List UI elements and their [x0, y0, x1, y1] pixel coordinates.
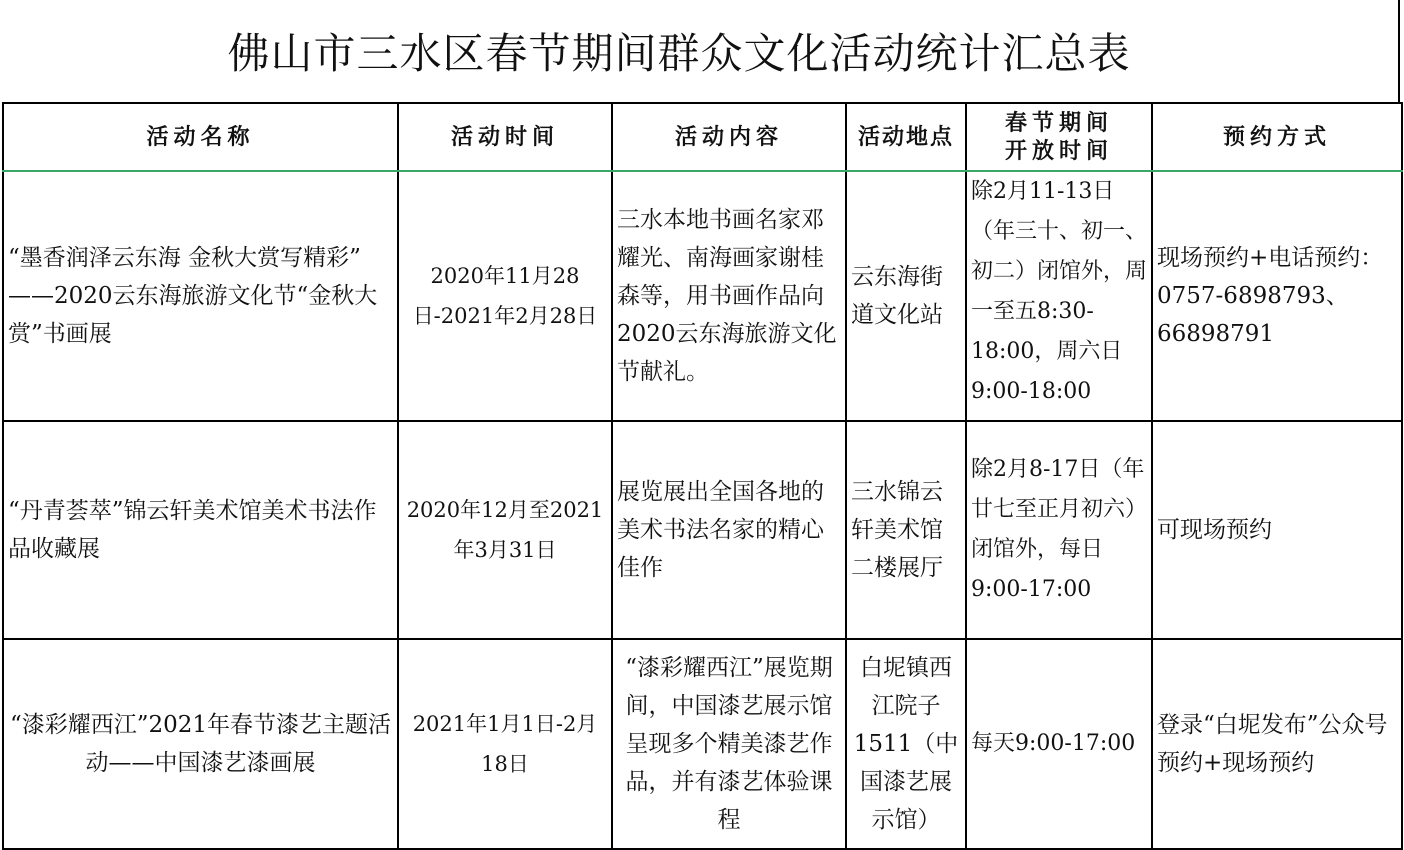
header-open-line1: 春节期间 — [1004, 110, 1113, 136]
header-time: 活动时间 — [398, 103, 612, 171]
cell-open-hours-text: 每天9:00-17:00 — [971, 731, 1136, 756]
cell-booking-text: 现场预约+电话预约：0757-6898793、66898791 — [1157, 245, 1384, 347]
table-row — [3, 639, 1402, 849]
cell-name — [3, 421, 398, 639]
cell-open-hours — [966, 171, 1152, 421]
cell-time — [398, 171, 612, 421]
cell-time-text: 2020年11月28日-2021年2月28日 — [412, 264, 598, 328]
cell-open-hours-text: 除2月11-13日（年三十、初一、初二）闭馆外，周一至五8:30-18:00，周六日9:00-18:00 — [971, 179, 1147, 404]
table-row — [3, 421, 1402, 639]
cell-content-text: “漆彩耀西江”展览期间，中国漆艺展示馆呈现多个精美漆艺作品，并有漆艺体验课程 — [625, 655, 833, 833]
table-header-row — [3, 103, 1402, 171]
cell-time-text: 2021年1月1日-2月18日 — [412, 712, 598, 776]
cell-open-hours — [966, 421, 1152, 639]
cell-booking-text: 可现场预约 — [1157, 517, 1272, 543]
cell-name — [3, 171, 398, 421]
cell-name-text: “丹青荟萃”锦云轩美术馆美术书法作品收藏展 — [8, 498, 377, 562]
cell-time — [398, 421, 612, 639]
cell-time-text: 2020年12月至2021年3月31日 — [406, 498, 604, 562]
header-open-line2: 开放时间 — [1004, 138, 1113, 164]
cell-place-text: 三水锦云轩美术馆二楼展厅 — [851, 479, 943, 581]
activities-table — [2, 102, 1403, 850]
cell-open-hours — [966, 639, 1152, 849]
cell-content-text: 三水本地书画名家邓耀光、南海画家谢桂森等，用书画作品向2020云东海旅游文化节献礼。 — [617, 207, 837, 385]
cell-place — [846, 171, 966, 421]
cell-place-text: 云东海街道文化站 — [851, 264, 943, 328]
cell-name — [3, 639, 398, 849]
cell-booking — [1152, 171, 1402, 421]
cell-content — [612, 639, 846, 849]
cell-open-hours-text: 除2月8-17日（年廿七至正月初六）闭馆外，每日9:00-17:00 — [971, 457, 1148, 602]
cell-booking — [1152, 639, 1402, 849]
cell-booking — [1152, 421, 1402, 639]
cell-content — [612, 171, 846, 421]
cell-time — [398, 639, 612, 849]
cell-booking-text: 登录“白坭发布”公众号预约+现场预约 — [1157, 712, 1388, 776]
cell-content — [612, 421, 846, 639]
sheet-title: 佛山市三水区春节期间群众文化活动统计汇总表 — [0, 0, 1400, 102]
header-content: 活动内容 — [612, 103, 846, 171]
cell-place — [846, 421, 966, 639]
cell-content-text: 展览展出全国各地的美术书法名家的精心佳作 — [617, 479, 824, 581]
header-open-hours — [966, 103, 1152, 171]
header-booking: 预约方式 — [1152, 103, 1402, 171]
cell-place-text: 白坭镇西江院子1511（中国漆艺展示馆） — [853, 655, 959, 833]
header-name: 活动名称 — [3, 103, 398, 171]
cell-name-text: “漆彩耀西江”2021年春节漆艺主题活动——中国漆艺漆画展 — [9, 712, 392, 776]
header-place: 活动地点 — [846, 103, 966, 171]
cell-place — [846, 639, 966, 849]
cell-name-text: “墨香润泽云东海 金秋大赏写精彩” ——2020云东海旅游文化节“金秋大赏”书画展 — [8, 245, 378, 347]
table-row — [3, 171, 1402, 421]
